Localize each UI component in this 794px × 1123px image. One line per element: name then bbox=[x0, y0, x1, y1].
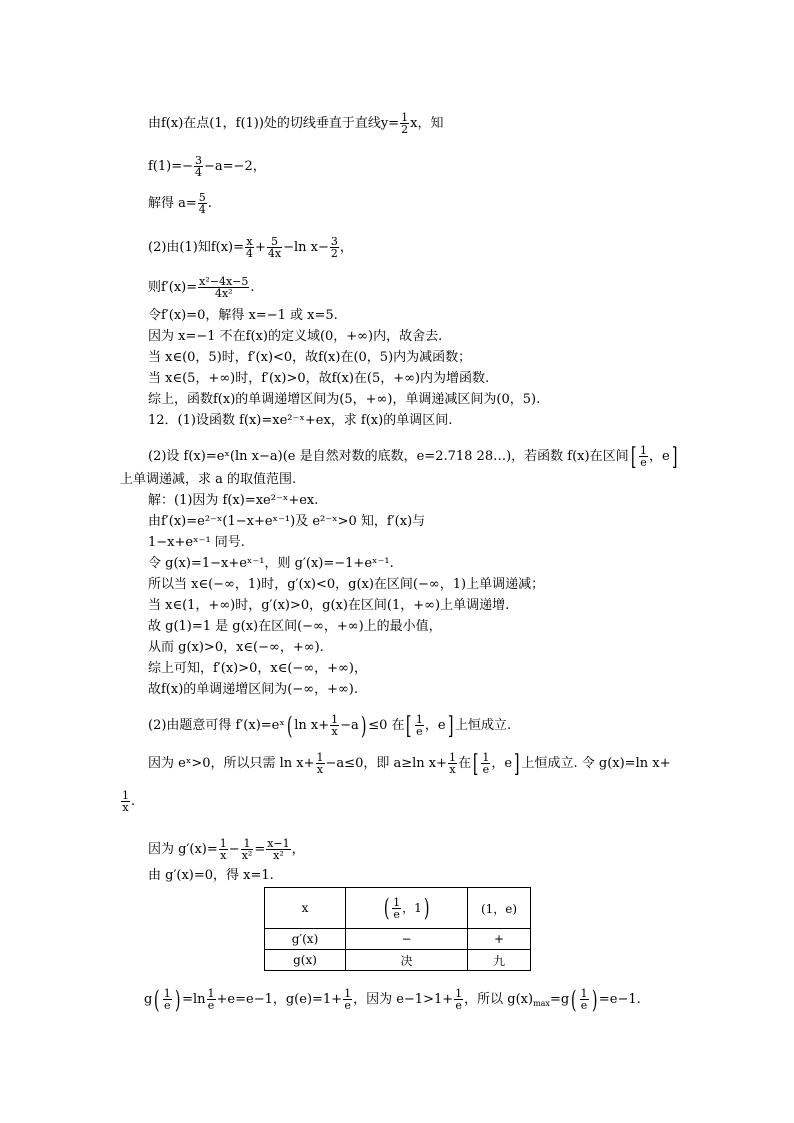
line-10: 综上，函数f(x)的单调递增区间为(5，+∞)，单调递减区间为(0，5). bbox=[148, 392, 541, 407]
left-paren: ( bbox=[383, 894, 390, 922]
table-cell: x bbox=[265, 888, 346, 929]
line-24: (2)由题意可得 f′(x)=eˣ( ln x+ $\frac{1}{x}$ −a) ≤0 在[ $\frac{1}{e}$ ，e] 上恒成立. bbox=[148, 711, 512, 740]
right-paren: ) bbox=[423, 894, 430, 922]
fraction: $\frac{1}{x}$ bbox=[449, 751, 457, 776]
line-28: 由 g′(x)=0，得 x=1. bbox=[148, 868, 274, 883]
fraction: $\frac{1}{e}$ bbox=[639, 444, 647, 469]
line-8: 当 x∈(0，5)时，f′(x)<0，故f(x)在(0，5)内为减函数； bbox=[148, 350, 472, 365]
table-row bbox=[265, 929, 531, 950]
table-cell: (1，e) bbox=[468, 888, 531, 929]
table-row bbox=[265, 888, 531, 929]
fraction: $\frac{1}{e}$ bbox=[482, 751, 490, 776]
fraction: $\frac{1}{2}$ bbox=[401, 111, 409, 136]
line-22: 综上可知，f′(x)>0，x∈(−∞，+∞)， bbox=[148, 661, 367, 676]
line-23: 故f(x)的单调递增区间为(−∞，+∞). bbox=[148, 682, 359, 697]
table-cell: + bbox=[468, 929, 531, 950]
fraction: $\frac{x}{4}$ bbox=[246, 235, 254, 260]
fraction: $\frac{1}{e}$ bbox=[455, 987, 463, 1012]
right-paren: ) bbox=[360, 711, 367, 740]
right-paren: ) bbox=[591, 985, 598, 1014]
line-14: 解：(1)因为 f(x)=xe²⁻ˣ+ex. bbox=[148, 493, 319, 508]
right-bracket: ] bbox=[671, 442, 678, 471]
fraction: $\frac{3}{4}$ bbox=[195, 154, 203, 179]
table-cell: g′(x) bbox=[265, 929, 346, 950]
line-19: 当 x∈(1，+∞)时，g′(x)>0，g(x)在区间(1，+∞)上单调递增. bbox=[148, 598, 510, 613]
fraction: $\frac{1}{x}$ bbox=[316, 751, 324, 776]
fraction: $\frac{1}{e}$ bbox=[163, 987, 171, 1012]
fraction: $\frac{3}{2}$ bbox=[330, 235, 338, 260]
table-cell: 决 bbox=[346, 950, 468, 971]
fraction: $\frac{1}{\text{x²}}$ bbox=[241, 837, 253, 862]
line-26: $\frac{1}{x}$ . bbox=[122, 789, 136, 814]
line-27: 因为 g′(x)= $\frac{1}{x}$ − $\frac{1}{\text{x²}}$ = $\frac{x-1}{\text{x²}}$ ， bbox=[148, 837, 305, 862]
line-17: 令 g(x)=1−x+eˣ⁻¹，则 g′(x)=−1+eˣ⁻¹. bbox=[148, 556, 394, 571]
fraction: $\frac{1}{e}$ bbox=[344, 987, 352, 1012]
right-bracket: ] bbox=[513, 749, 520, 778]
left-paren: ( bbox=[286, 711, 293, 740]
table-cell: 九 bbox=[468, 950, 531, 971]
line-9: 当 x∈(5，+∞)时，f′(x)>0，故f(x)在(5，+∞)内为增函数. bbox=[148, 371, 490, 386]
line-6: 令f′(x)=0，解得 x=−1 或 x=5. bbox=[148, 308, 338, 323]
table-cell: − bbox=[346, 929, 468, 950]
line-20: 故 g(1)=1 是 g(x)在区间(−∞，+∞)上的最小值， bbox=[148, 619, 442, 634]
table-cell: ( $\frac{1}{e}$ ，1) bbox=[346, 888, 468, 929]
monotonicity-table bbox=[264, 887, 531, 971]
fraction: $\frac{\text{x²−4x−5}}{\text{4x²}}$ bbox=[199, 275, 249, 300]
fraction: $\frac{1}{e}$ bbox=[393, 895, 401, 921]
line-21: 从而 g(x)>0，x∈(−∞，+∞). bbox=[148, 640, 324, 655]
fraction: $\frac{x-1}{\text{x²}}$ bbox=[267, 837, 290, 862]
right-bracket: ] bbox=[447, 711, 454, 740]
line-15: 由f′(x)=e²⁻ˣ(1−x+eˣ⁻¹)及 e²⁻ˣ>0 知，f′(x)与 bbox=[148, 514, 426, 529]
left-paren: ( bbox=[154, 985, 160, 1014]
line-16: 1−x+eˣ⁻¹ 同号. bbox=[148, 535, 245, 550]
fraction: $\frac{1}{e}$ bbox=[415, 713, 423, 738]
subscript: max bbox=[533, 999, 550, 1008]
fraction: $\frac{1}{x}$ bbox=[219, 837, 227, 862]
left-bracket: [ bbox=[630, 442, 637, 471]
left-paren: ( bbox=[571, 985, 577, 1014]
fraction: $\frac{1}{x}$ bbox=[331, 713, 339, 738]
line-25: 因为 eˣ>0，所以只需 ln x+ $\frac{1}{x}$ −a≤0，即 a≥ln x+ $\frac{1}{x}$ 在[ $\frac{1}{e}$ ，e] 上恒成立. 令 g(x)=ln x+ bbox=[148, 749, 671, 778]
line-7: 因为 x=−1 不在f(x)的定义域(0，+∞)内，故舍去. bbox=[148, 329, 443, 344]
fraction: $\frac{5}{4}$ bbox=[198, 191, 206, 216]
line-3: 解得 a= $\frac{5}{4}$ . bbox=[148, 191, 212, 216]
line-4: (2)由(1)知f(x)= $\frac{x}{4}$ + $\frac{5}{4x}$ −ln x− $\frac{3}{2}$ ， bbox=[148, 235, 353, 260]
line-18: 所以当 x∈(−∞，1)时，g′(x)<0，g(x)在区间(−∞，1)上单调递减； bbox=[148, 577, 545, 592]
fraction: $\frac{5}{4x}$ bbox=[267, 235, 282, 260]
left-bracket: [ bbox=[472, 749, 479, 778]
table-cell: g(x) bbox=[265, 950, 346, 971]
problem-12-part-2: (2)设 f(x)=eˣ(ln x−a)(e 是自然对数的底数，e=2.718 28…)，若函数 f(x)在区间[ $\frac{1}{e}$ ，e] bbox=[148, 442, 678, 471]
line-13: 上单调递减，求 a 的取值范围. bbox=[120, 472, 297, 487]
line-1: 由f(x)在点(1，f(1))处的切线垂直于直线y= $\frac{1}{2}$ x，知 bbox=[148, 111, 444, 136]
fraction: $\frac{1}{e}$ bbox=[207, 987, 215, 1012]
line-5: 则f′(x)= $\frac{\text{x²−4x−5}}{\text{4x²}}$ . bbox=[148, 275, 255, 300]
fraction: $\frac{1}{e}$ bbox=[580, 987, 588, 1012]
problem-12-part-1: 12．(1)设函数 f(x)=xe²⁻ˣ+ex，求 f(x)的单调区间. bbox=[148, 413, 453, 428]
right-paren: ) bbox=[174, 985, 181, 1014]
left-bracket: [ bbox=[406, 711, 412, 740]
fraction: $\frac{1}{x}$ bbox=[122, 789, 129, 814]
line-2: f(1)=− $\frac{3}{4}$ −a=−2， bbox=[148, 154, 266, 179]
table-row bbox=[265, 950, 531, 971]
line-29: g( $\frac{1}{e}$ ) =ln $\frac{1}{e}$ +e=e−1，g(e)=1+ $\frac{1}{e}$ ，因为 e−1>1+ $\frac{1}{e}$ ，所以 $g(x)_{max}=g$( $\frac{1}{e}$ ) =e−1. bbox=[144, 985, 641, 1014]
